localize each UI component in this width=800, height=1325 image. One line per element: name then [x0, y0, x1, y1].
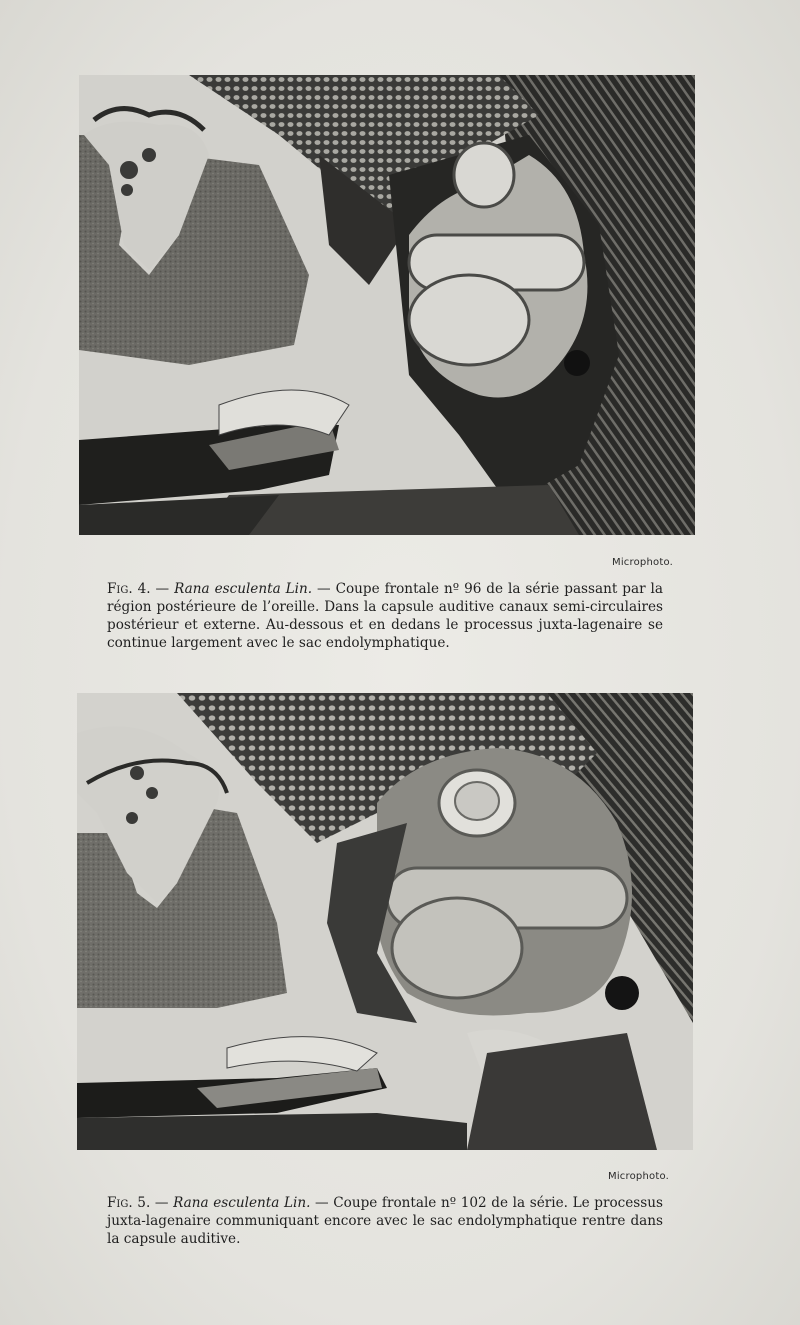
- figure-5-species: Rana esculenta Lin.: [173, 1195, 311, 1211]
- figure-4-dash: —: [150, 581, 175, 597]
- figure-4-label: Fig. 4.: [107, 581, 151, 597]
- figure-5-caption: [107, 1194, 663, 1248]
- figure-5-text: — Coupe frontale nº 102 de la série. Le processus juxta-lagenaire communiquant encore avec le sac endolymphatique rentre dans la capsule auditive.: [107, 1195, 663, 1247]
- figure-4-photomicrograph: [79, 75, 695, 535]
- figure-4-species: Rana esculenta Lin.: [174, 581, 313, 597]
- figure-5-label: Fig. 5.: [107, 1195, 151, 1211]
- figure-4-image: [79, 75, 695, 535]
- figure-4-credit: Microphoto.: [612, 557, 673, 568]
- figure-4-caption: [107, 580, 663, 652]
- figure-5-image: [77, 693, 693, 1150]
- figure-5-photomicrograph: [77, 693, 693, 1150]
- figure-5-dash: —: [150, 1195, 174, 1211]
- figure-5-credit: Microphoto.: [608, 1171, 669, 1182]
- figure-4-text: — Coupe frontale nº 96 de la série passant par la région postérieure de l’oreille. Dans la capsule auditive canaux semi-circulaires postérieur et externe. Au-dessous et en dedans le processus juxta-lagenaire se continue largement avec le sac endolymphatique.: [107, 581, 663, 651]
